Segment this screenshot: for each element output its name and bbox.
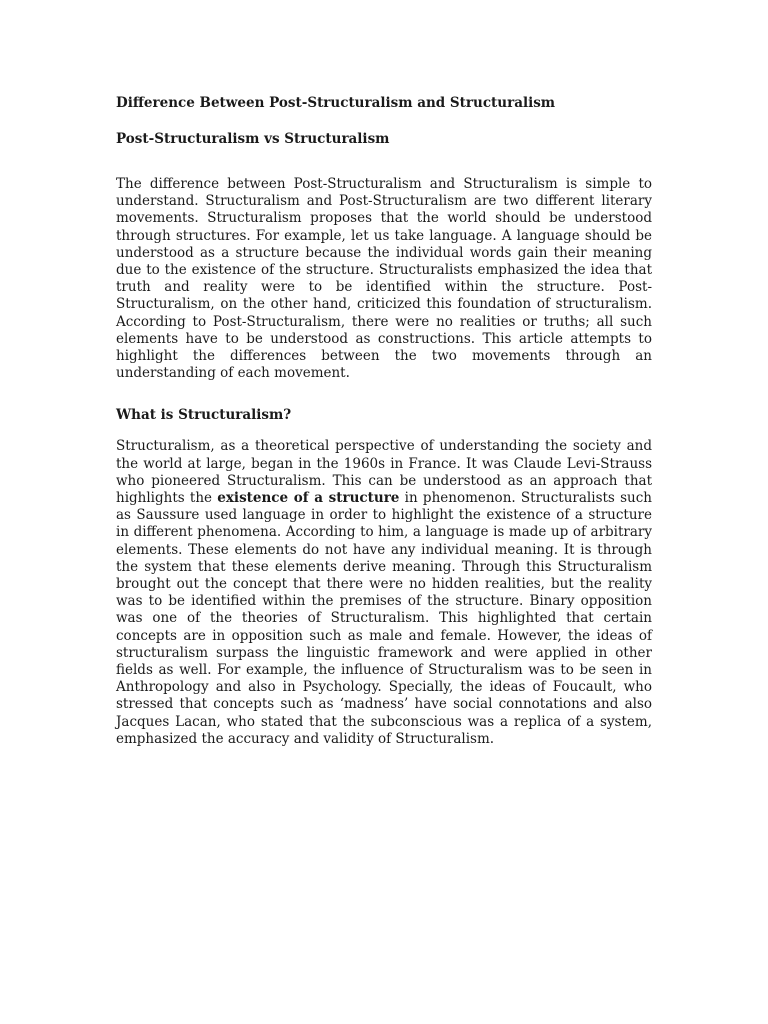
section-text-part2: in phenomenon. Structuralists such as Saussure used language in order to highlight the existence of a structure in different phenomena. According to him, a language is made up of arbitrary elements. These elements do not have any individual meaning. It is through the system that these elements derive meaning. Through this Structuralism brought out the concept that there were no hidden realities, but the reality was to be identified within the premises of the structure. Binary opposition was one of the theories of Structuralism. This highlighted that certain concepts are in opposition such as male and female. However, the ideas of structuralism surpass the linguistic framework and were applied in other fields as well. For example, the influence of Structuralism was to be seen in Anthropology and also in Psychology. Specially, the ideas of Foucault, who stressed that concepts such as ‘madness’ have social connotations and also Jacques Lacan, who stated that the subconscious was a replica of a system, emphasized the accuracy and validity of Structuralism. <box>116 490 652 747</box>
section-paragraph <box>116 438 652 748</box>
section-heading: What is Structuralism? <box>116 407 292 424</box>
document-subtitle: Post-Structuralism vs Structuralism <box>116 131 390 147</box>
emphasis-text: existence of a structure <box>217 490 400 507</box>
document-body <box>116 94 652 748</box>
section-text-part1: Structuralism, as a theoretical perspective of understanding the society and the world at large, began in the 1960s in France. It was Claude Levi-Strauss who pioneered Structuralism. This can be understood as an approach that highlights the <box>116 438 652 507</box>
document-title: Difference Between Post-Structuralism and Structuralism <box>116 95 556 111</box>
intro-paragraph: The difference between Post-Structuralism and Structuralism is simple to understand. Structuralism and Post-Structuralism are two different literary movements. Structuralism proposes that the world should be understood through structures. For example, let us take language. A language should be understood as a structure because the individual words gain their meaning due to the existence of the structure. Structuralists emphasized the idea that truth and reality were to be identified within the structure. Post-Structuralism, on the other hand, criticized this foundation of structuralism. According to Post-Structuralism, there were no realities or truths; all such elements have to be understood as constructions. This article attempts to highlight the differences between the two movements through an understanding of each movement. <box>116 176 652 382</box>
